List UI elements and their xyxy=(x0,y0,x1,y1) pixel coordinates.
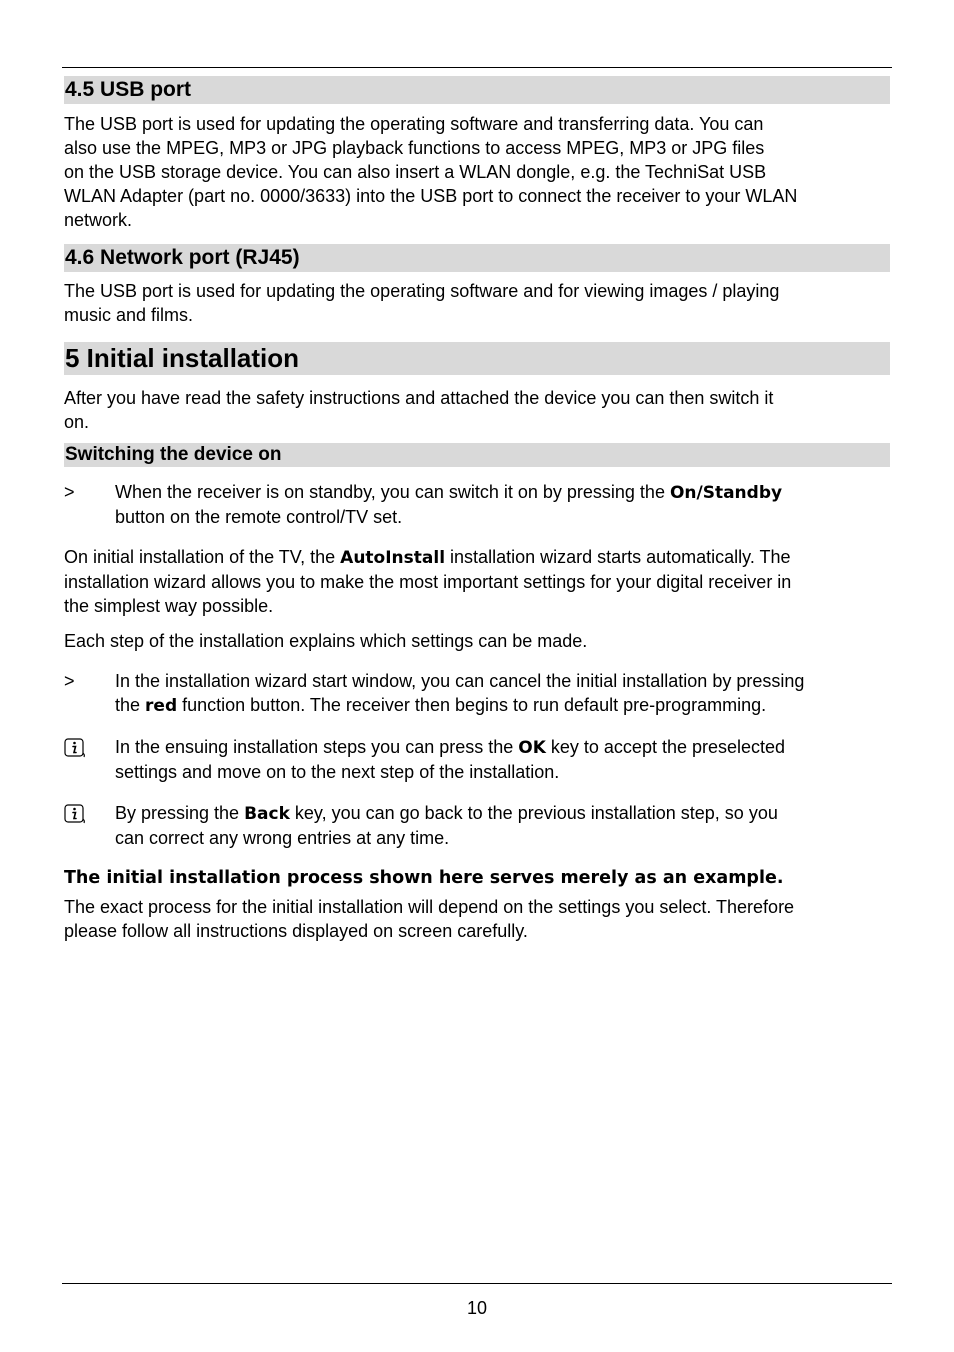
example-note-heading: The initial installation process shown here serves merely as an example. xyxy=(64,868,784,888)
key-on-standby: On/Standby xyxy=(669,483,783,503)
network-port-paragraph: The USB port is used for updating the operating software and for viewing images / playing music and films. xyxy=(64,281,780,325)
key-ok: OK xyxy=(518,738,546,758)
usb-port-paragraph: The USB port is used for updating the operating software and transferring data. You can also use the MPEG, MP3 or JPG playback functions to access MPEG, MP3 or JPG files on the USB storage device. You can also insert a WLAN dongle, e.g. the TechniSat USB WLAN Adapter (part no. 0000/3633) into the USB port to connect the receiver to your WLAN network. xyxy=(64,114,798,230)
key-red: red xyxy=(145,696,178,716)
info-ok-key: In the ensuing installation steps you can press the OK key to accept the preselected settings and move on to the next step of the installation. xyxy=(64,735,890,784)
page-number: 10 xyxy=(466,1298,488,1318)
step-cancel: > In the installation wizard start window, you can cancel the initial installation by pressing the red function button. The receiver then begins to run default pre-programming. xyxy=(64,671,805,716)
key-autoinstall: AutoInstall xyxy=(340,548,446,568)
info-icon xyxy=(64,804,82,822)
autoinstall-paragraph: On initial installation of the TV, the AutoInstall installation wizard starts automatically. The installation wizard allows you to make the most important settings for your digital receiver in the simplest way possible. xyxy=(64,547,792,616)
step-marker: > xyxy=(64,482,75,502)
each-step-paragraph: Each step of the installation explains which settings can be made. xyxy=(64,631,588,651)
initial-installation-paragraph: After you have read the safety instructions and attached the device you can then switch it on. xyxy=(64,388,774,432)
page-content xyxy=(64,76,890,943)
step-marker: > xyxy=(64,671,75,691)
top-rule xyxy=(62,67,892,68)
key-back: Back xyxy=(244,804,290,824)
info-icon xyxy=(64,738,82,756)
usb-port-heading: 4.5 USB port xyxy=(64,76,890,104)
initial-installation-heading: 5 Initial installation xyxy=(64,342,890,375)
network-port-heading: 4.6 Network port (RJ45) xyxy=(64,244,890,272)
switching-device-on-heading: Switching the device on xyxy=(64,443,890,467)
info-back-key: By pressing the Back key, you can go back to the previous installation step, so you can correct any wrong entries at any time. xyxy=(64,801,890,850)
example-note-paragraph: The exact process for the initial installation will depend on the settings you select. Therefore please follow all instructions displayed on screen carefully. xyxy=(64,897,795,941)
bottom-rule xyxy=(62,1283,892,1284)
step-standby: > When the receiver is on standby, you can switch it on by pressing the On/Standby button on the remote control/TV set. xyxy=(64,482,783,527)
